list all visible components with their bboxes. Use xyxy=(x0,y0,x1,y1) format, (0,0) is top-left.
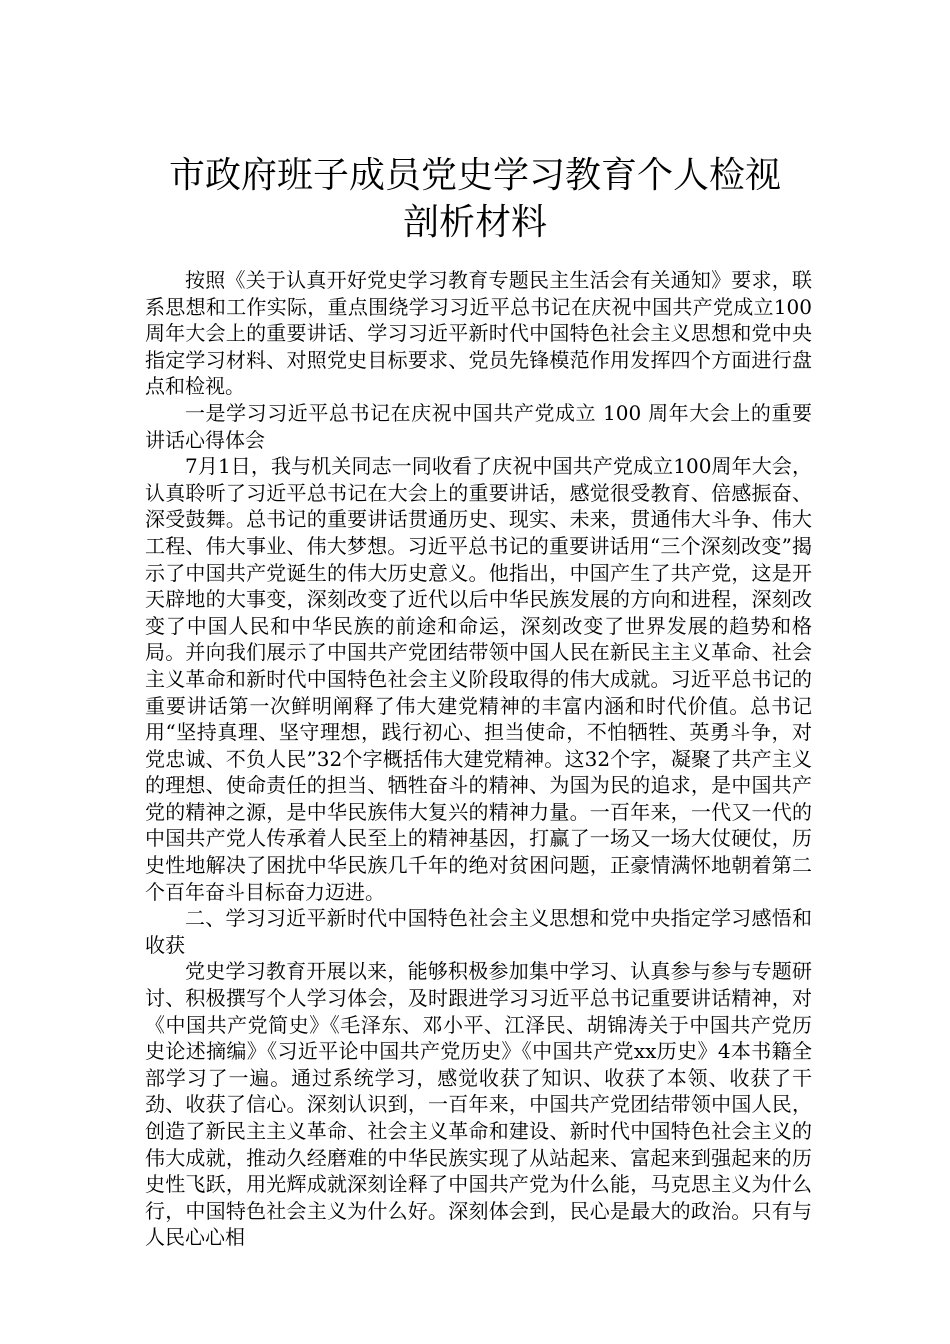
paragraph-intro: 按照《关于认真开好党史学习教育专题民主生活会有关通知》要求，联系思想和工作实际，重点围绕学习习近平总书记在庆祝中国共产党成立100周年大会上的重要讲话、学习习近平新时代中国特色社会主义思想和党中央指定学习材料、对照党史目标要求、党员先锋模范作用发挥四个方面进行盘点和检视。 xyxy=(145,268,812,399)
section-heading-2: 二、学习习近平新时代中国特色社会主义思想和党中央指定学习感悟和收获 xyxy=(145,906,812,957)
document-body xyxy=(145,267,812,1251)
document-title-line2: 剖析材料 xyxy=(402,202,547,243)
paragraph-speech-reflection: 7月1日，我与机关同志一同收看了庆祝中国共产党成立100周年大会，认真聆听了习近平总书记在大会上的重要讲话，感觉很受教育、倍感振奋、深受鼓舞。总书记的重要讲话贯通历史、现实、未来，贯通伟大斗争、伟大工程、伟大事业、伟大梦想。习近平总书记的重要讲话用“三个深刻改变”揭示了中国共产党诞生的伟大历史意义。他指出，中国产生了共产党，这是开天辟地的大事变，深刻改变了近代以后中华民族发展的方向和进程，深刻改变了中国人民和中华民族的前途和命运，深刻改变了世界发展的趋势和格局。并向我们展示了中国共产党团结带领中国人民在新民主主义革命、社会主义革命和新时代中国特色社会主义阶段取得的伟大成就。习近平总书记的重要讲话第一次鲜明阐释了伟大建党精神的丰富内涵和时代价值。总书记用“坚持真理、坚守理想，践行初心、担当使命，不怕牺牲、英勇斗争，对党忠诚、不负人民”32个字概括伟大建党精神。这32个字，凝聚了共产主义的理想、使命责任的担当、牺牲奋斗的精神、为国为民的追求，是中国共产党的精神之源，是中华民族伟大复兴的精神力量。一百年来，一代又一代的中国共产党人传承着人民至上的精神基因，打赢了一场又一场大仗硬仗，历史性地解决了困扰中华民族几千年的绝对贫困问题，正豪情满怀地朝着第二个百年奋斗目标奋力迈进。 xyxy=(145,454,812,904)
document-title-line1: 市政府班子成员党史学习教育个人检视 xyxy=(168,155,781,196)
paragraph-study-reflection: 党史学习教育开展以来，能够积极参加集中学习、认真参与参与专题研讨、积极撰写个人学习体会，及时跟进学习习近平总书记重要讲话精神，对《中国共产党简史》《毛泽东、邓小平、江泽民、胡锦涛关于中国共产党历史论述摘编》《习近平论中国共产党历史》《中国共产党xx历史》4本书籍全部学习了一遍。通过系统学习，感觉收获了知识、收获了本领、收获了干劲、收获了信心。深刻认识到，一百年来，中国共产党团结带领中国人民，创造了新民主主义革命、社会主义革命和建设、新时代中国特色社会主义的伟大成就，推动久经磨难的中华民族实现了从站起来、富起来到强起来的历史性飞跃，用光辉成就深刻诠释了中国共产党为什么能，马克思主义为什么行，中国特色社会主义为什么好。深刻体会到，民心是最大的政治。只有与人民心心相 xyxy=(145,959,812,1250)
section-heading-1: 一是学习习近平总书记在庆祝中国共产党成立 100 周年大会上的重要讲话心得体会 xyxy=(145,400,812,452)
